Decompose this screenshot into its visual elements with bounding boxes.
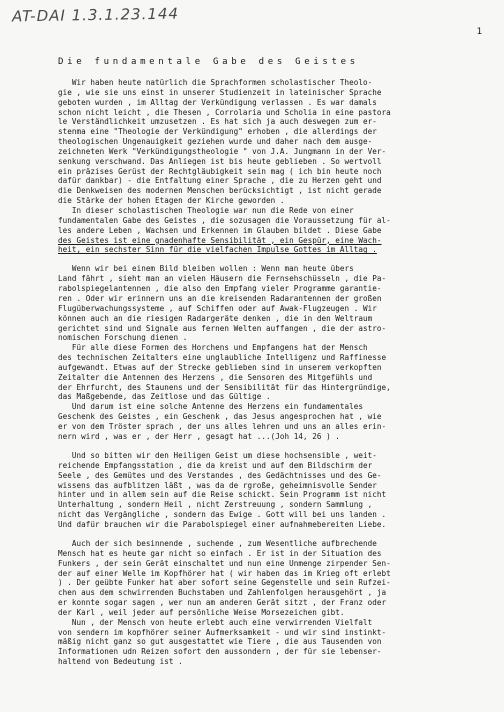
text-line: mäßig nicht ganz so gut ausgestattet wie Tiere , die aus Tausenden von xyxy=(58,637,382,647)
text-line: können auch an die riesigen Radargeräte denken , die in den Weltraum xyxy=(58,313,373,323)
text-line: gerichtet sind und Signale aus fernen Welten auffangen , die der astro- xyxy=(58,323,387,333)
text-line: Zeitalter die Antennen des Herzens , die Sensoren des Mitgefühls und xyxy=(58,372,373,382)
text-line: les andere Leben , Wachsen und Erkennen im Glauben bildet . Diese Gabe xyxy=(58,225,382,235)
text-line: der Karl , weil jeder auf persönliche Weise Morsezeichen gibt. xyxy=(58,607,345,617)
text-line: theologischen Ungenauigkeit geziehen wurde und daher nach dem ausge- xyxy=(58,137,373,147)
text-line: Informationen udn Reizen sofort den aussondern , der für sie lebenser- xyxy=(58,647,382,657)
text-line: Und dafür brauchen wir die Parabolspiegel einer aufnahmebereiten Liebe. xyxy=(58,519,387,529)
text-line: Flugüberwachungssysteme , auf Schiffen oder auf Awak-Flugzeugen . Wir xyxy=(58,303,377,313)
page-number: 1 xyxy=(476,27,482,37)
text-line: der Ehrfurcht, des Staunens und der Sensibilität für das Hintergründige, xyxy=(58,382,391,392)
paragraph xyxy=(58,264,498,441)
text-line: nomischen Forschung dienen . xyxy=(58,333,188,343)
text-line: nern wird , was er , der Herr , gesagt hat ...(Joh 14, 26 ) . xyxy=(58,431,340,441)
text-line: ) . Der geübte Funker hat aber sofort seine Gegenstelle und sein Rufzei- xyxy=(58,578,391,588)
text-line: Funkers , der sein Gerät einschaltet und nun eine Unmenge zirpender Sen- xyxy=(58,558,391,568)
text-line: ren . Oder wir erinnern uns an die kreisenden Radarantennen der großen xyxy=(58,294,382,304)
text-line: geboten wurden , im Alltag der Verkündigung verlassen . Es war damals xyxy=(58,97,377,107)
text-line: zeichneten Werk "Verkündigungstheologie " von J.A. Jungmann in der Ver- xyxy=(58,146,387,156)
text-line: heit, ein sechster Sinn für die vielfachen Impulse Gottes im Alltag . xyxy=(58,245,377,255)
text-line: Land fährt , sieht man an vielen Häusern die Fernsehschüsseln , die Pa- xyxy=(58,274,387,284)
text-line: senkung verschwand. Das Anliegen ist bis heute geblieben . So wertvoll xyxy=(58,156,382,166)
text-line: chen aus dem schwirrenden Buchstaben und Zahlenfolgen herausgehört , ja xyxy=(58,588,387,598)
text-line: haltend von Bedeutung ist . xyxy=(58,657,183,667)
text-line: Unterhaltung , sondern Heil , nicht Zerstreuung , sondern Sammlung , xyxy=(58,500,373,510)
text-line: er konnte sogar sagen , wer nun am anderen Gerät sitzt , der Franz oder xyxy=(58,598,387,608)
text-line: aufgewandt. Etwas auf der Strecke geblieben sind in unserem verkopften xyxy=(58,362,382,372)
document-title: Die fundamentale Gabe des Geistes xyxy=(58,57,359,67)
text-line: des technischen Zeitalters eine unglaubliche Intelligenz und Raffinesse xyxy=(58,353,387,363)
text-line: wissens das aufblitzen läßt , was da de rgroße, geheimnisvolle Sender xyxy=(58,480,377,490)
text-line: rabolspiegelantennen , die also den Empfang vieler Programme garantie- xyxy=(58,284,382,294)
paragraph xyxy=(58,78,498,255)
text-line: gie , wie sie uns einst in unserer Studienzeit in lateinischer Sprache xyxy=(58,87,382,97)
text-line: des Geistes ist eine gnadenhafte Sensibilität , ein Gespür, eine Wach- xyxy=(58,235,382,245)
text-line: das Maßgebende, das Zeitlose und das Gültige . xyxy=(58,392,271,402)
paragraph xyxy=(58,539,498,667)
archive-stamp: AT-DAI 1.3.1.23.144 xyxy=(11,4,180,26)
text-line: er von dem Tröster sprach , der uns alles lehren und uns an alles erin- xyxy=(58,421,387,431)
text-line: reichende Empfangsstation , die da kreist und auf dem Bildschirm der xyxy=(58,460,373,470)
text-line: In dieser scholastischen Theologie war nun die Rede von einer xyxy=(58,205,354,215)
text-line: von sendern im kopfhörer seiner Aufmerksamkeit - und wir sind instinkt- xyxy=(58,627,387,637)
text-line: nicht das Vergängliche , sondern das Ewige . Gott will bei uns landen . xyxy=(58,510,387,520)
document-body xyxy=(58,78,498,676)
text-line: Und so bitten wir den Heiligen Geist um diese hochsensible , weit- xyxy=(58,450,377,460)
text-line: fundamentalen Gabe des Geistes , die sozusagen die Voraussetzung für al- xyxy=(58,215,391,225)
text-line: ein präzises Gerüst der Rechtgläubigkeit sein mag ( ich bin heute noch xyxy=(58,166,382,176)
text-line: Nun , der Mensch von heute erlebt auch eine verwirrenden Vielfalt xyxy=(58,617,373,627)
text-line: Geschenk des Geistes , ein Geschenk , das Jesus angesprochen hat , wie xyxy=(58,412,382,422)
paragraph xyxy=(58,451,498,530)
text-line: Mensch hat es heute gar nicht so einfach . Er ist in der Situation des xyxy=(58,548,382,558)
text-line: schon nicht leicht , die Thesen , Corrolaria und Scholia in eine pastora xyxy=(58,107,391,117)
text-line: Wenn wir bei einem Bild bleiben wollen : Wenn man heute übers xyxy=(58,264,354,274)
text-line: Für alle diese Formen des Horchens und Empfangens hat der Mensch xyxy=(58,343,368,353)
text-line: Wir haben heute natürlich die Sprachformen scholastischer Theolo- xyxy=(58,78,373,87)
text-line: le Verständlichkeit umzusetzen . Es hat sich ja auch deswegen zum er- xyxy=(58,117,377,127)
text-line: Seele , des Gemütes und des Verstandes , des Gedächtnisses und des Ge- xyxy=(58,470,382,480)
text-line: Und darum ist eine solche Antenne des Herzens ein fundamentales xyxy=(58,402,364,412)
text-line: der auf einer Welle im Kopfhörer hat ( wir haben das im Krieg oft erlebt xyxy=(58,568,391,578)
text-line: hinter und in allem sein auf die Reise schickt. Sein Programm ist nicht xyxy=(58,490,387,500)
text-line: Auch der sich besinnende , suchende , zum Wesentliche aufbrechende xyxy=(58,539,377,549)
text-line: die Stärke der hohen Etagen der Kirche geworden . xyxy=(58,196,285,206)
text-line: dafür dankbar) - die Entfaltung einer Sprache , die zu Herzen geht und xyxy=(58,176,382,186)
text-line: die Denkweisen des modernen Menschen berücksichtigt , ist nicht gerade xyxy=(58,186,382,196)
text-line: stenma eine "Theologie der Verkündigung" erhoben , die allerdings der xyxy=(58,127,377,137)
